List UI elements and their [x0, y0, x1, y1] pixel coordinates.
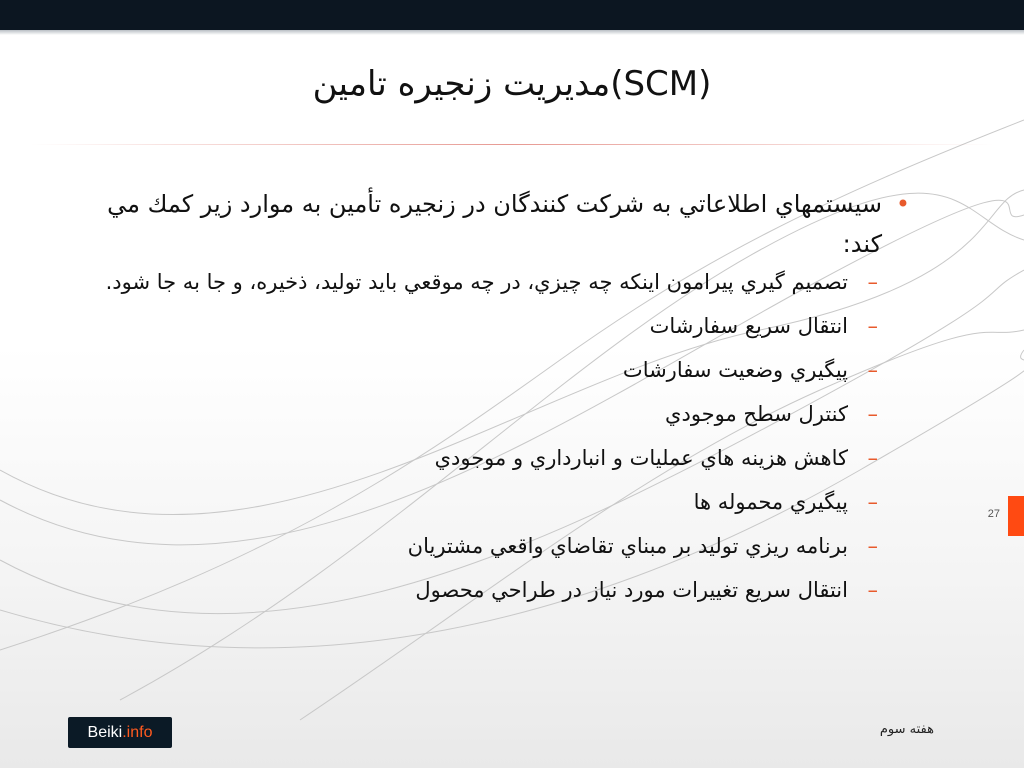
logo-suffix-text: .info	[122, 724, 153, 741]
dash-icon: –	[867, 534, 878, 558]
dash-icon: –	[867, 490, 878, 514]
sub-point-item	[70, 310, 910, 342]
sub-point-text: پيگيري محموله ها	[693, 490, 848, 514]
sub-point-text: تصميم گيري پيرامون اينكه چه چيزي، در چه موقعي بايد توليد، ذخيره، و جا به جا شود.	[105, 270, 848, 294]
sub-point-list	[70, 266, 910, 606]
slide-title: مديريت زنجيره تامين(SCM)	[312, 64, 712, 104]
dash-icon: –	[867, 270, 878, 294]
dash-icon: –	[867, 402, 878, 426]
dash-icon: –	[867, 358, 878, 382]
side-accent-marker	[1008, 496, 1024, 536]
title-divider	[30, 144, 994, 145]
sub-point-item	[70, 398, 910, 430]
sub-point-item	[70, 486, 910, 518]
dash-icon: –	[867, 446, 878, 470]
dash-icon: –	[867, 314, 878, 338]
page-number: 27	[987, 508, 1000, 520]
sub-point-text: انتقال سريع تغييرات مورد نياز در طراحي محصول	[415, 578, 848, 602]
sub-point-text: كاهش هزينه هاي عمليات و انبارداري و موجودي	[434, 446, 848, 470]
beiki-logo	[68, 717, 172, 748]
sub-point-item	[70, 574, 910, 606]
main-point-text: سيستمهاي اطلاعاتي به شركت كنندگان در زنجيره تأمين به موارد زير كمك مي كند:	[107, 190, 882, 258]
sub-point-item	[70, 266, 910, 298]
sub-point-item	[70, 442, 910, 474]
sub-point-item	[70, 530, 910, 562]
logo-main-text: Beiki	[87, 724, 123, 741]
main-bullet-point	[70, 184, 910, 264]
sub-point-item	[70, 354, 910, 386]
sub-point-text: برنامه ريزي توليد بر مبناي تقاضاي واقعي مشتريان	[407, 534, 848, 558]
slide-content	[70, 184, 910, 618]
sub-point-text: انتقال سريع سفارشات	[649, 314, 848, 338]
sub-point-text: كنترل سطح موجودي	[665, 402, 848, 426]
week-label: هفته سوم	[879, 722, 934, 737]
dash-icon: –	[867, 578, 878, 602]
sub-point-text: پيگيري وضعيت سفارشات	[622, 358, 848, 382]
bullet-icon: •	[895, 190, 910, 218]
